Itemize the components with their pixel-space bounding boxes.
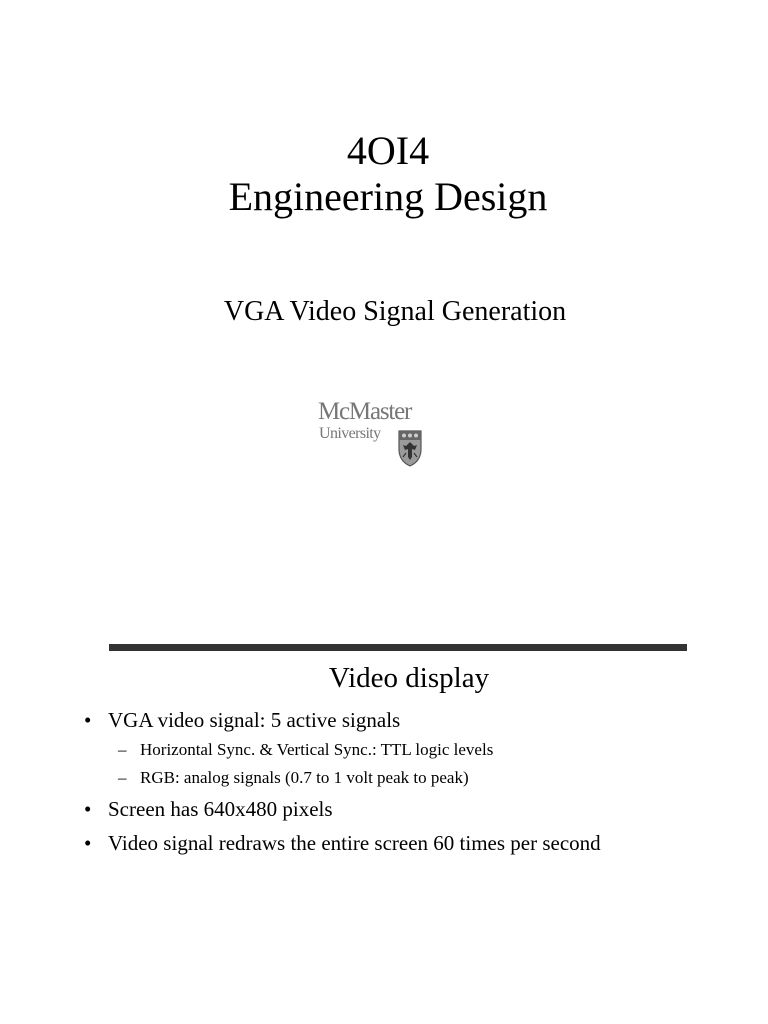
logo-word-mcmaster: McMaster bbox=[318, 398, 412, 425]
slide-title bbox=[0, 128, 768, 220]
slide-subtitle: VGA Video Signal Generation bbox=[223, 296, 567, 327]
sub-bullet-text: RGB: analog signals (0.7 to 1 volt peak to peak) bbox=[140, 768, 469, 787]
dash-icon: – bbox=[118, 768, 127, 787]
sub-bullet-text: Horizontal Sync. & Vertical Sync.: TTL logic levels bbox=[140, 740, 494, 759]
slide-divider bbox=[109, 644, 687, 651]
bullet-text: Screen has 640x480 pixels bbox=[108, 797, 333, 821]
bullet-text: VGA video signal: 5 active signals bbox=[108, 708, 401, 732]
bullet-icon: • bbox=[84, 831, 92, 855]
crest-icon bbox=[397, 427, 423, 467]
university-logo bbox=[318, 400, 428, 468]
bullet-icon: • bbox=[84, 708, 92, 732]
bullet-text: Video signal redraws the entire screen 60 times per second bbox=[108, 831, 601, 855]
course-name: Engineering Design bbox=[228, 174, 548, 219]
bullet-icon: • bbox=[84, 797, 92, 821]
logo-word-university: University bbox=[319, 425, 381, 442]
slide-title: Video display bbox=[328, 662, 490, 694]
course-code: 4OI4 bbox=[346, 128, 430, 173]
dash-icon: – bbox=[118, 740, 127, 759]
